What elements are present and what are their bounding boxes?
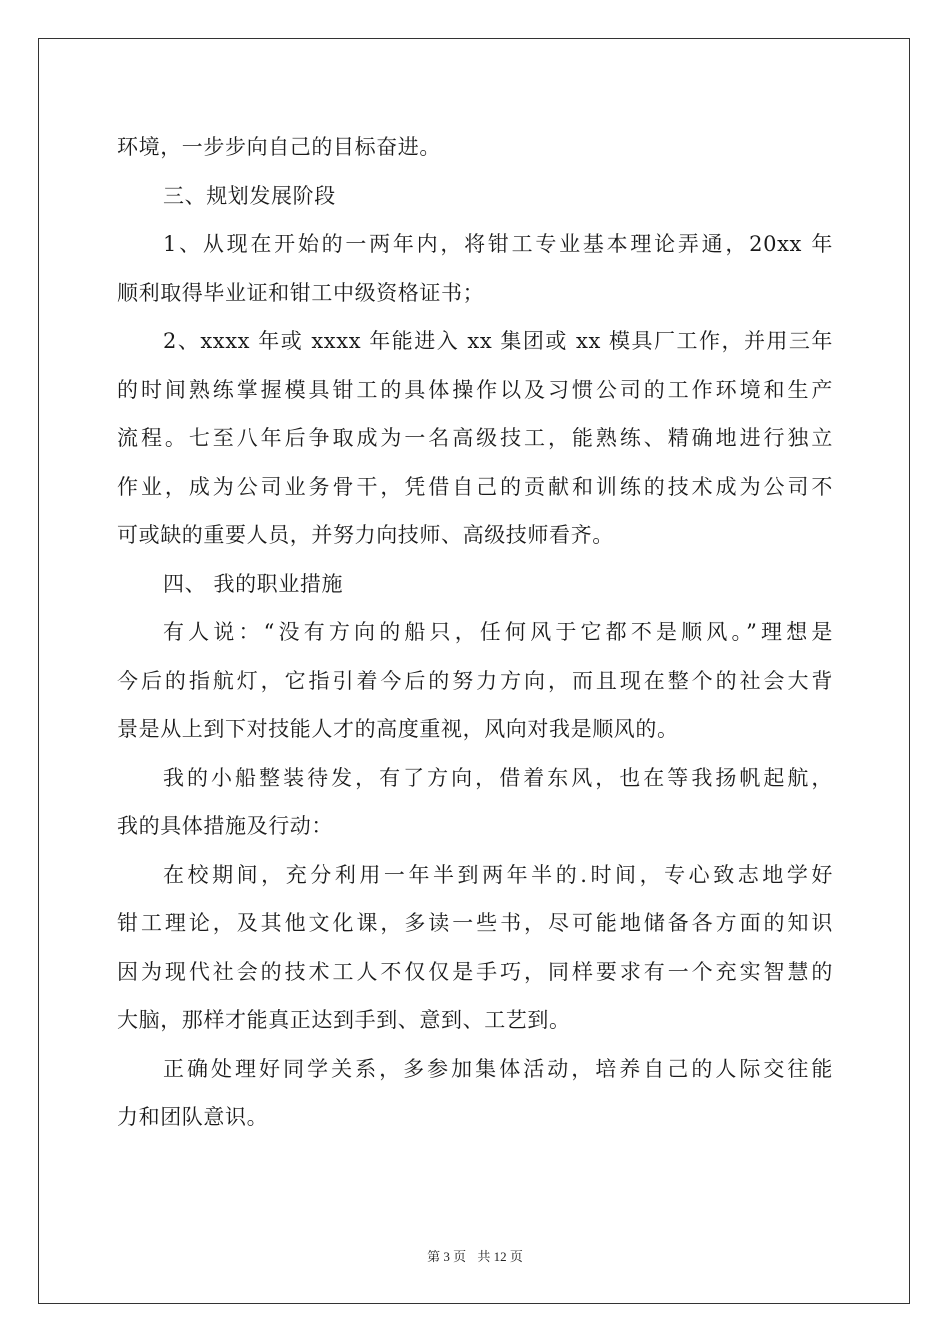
text-line: 有人说：“没有方向的船只，任何风于它都不是顺风。”理想是 [163, 620, 833, 644]
text-line: 顺利取得毕业证和钳工中级资格证书； [117, 280, 485, 305]
section-heading: 三、规划发展阶段 [163, 183, 336, 208]
text-line: 作业，成为公司业务骨干，凭借自己的贡献和训练的技术成为公司不 [117, 474, 833, 499]
text-line: 环境，一步步向自己的目标奋进。 [117, 135, 441, 159]
text-line: 今后的指航灯，它指引着今后的努力方向，而且现在整个的社会大背 [117, 668, 833, 693]
page-footer [0, 1246, 950, 1265]
page-count: 共 12 页 [477, 1249, 523, 1264]
text-line: 2、xxxx 年或 xxxx 年能进入 xx 集团或 xx 模具厂工作，并用三年 [163, 329, 833, 353]
text-line: 我的具体措施及行动： [117, 814, 333, 838]
text-line: 流程。七至八年后争取成为一名高级技工，能熟练、精确地进行独立 [117, 426, 833, 450]
page-number: 第 3 页 [427, 1249, 467, 1264]
text-line: 景是从上到下对技能人才的高度重视，风向对我是顺风的。 [117, 717, 679, 741]
text-line: 可或缺的重要人员，并努力向技师、高级技师看齐。 [117, 523, 614, 547]
text-line: 因为现代社会的技术工人不仅仅是手巧，同样要求有一个充实智慧的 [117, 959, 833, 984]
text-line: 大脑，那样才能真正达到手到、意到、工艺到。 [117, 1008, 571, 1032]
text-line: 在校期间，充分利用一年半到两年半的.时间，专心致志地学好 [163, 862, 833, 887]
text-line: 钳工理论，及其他文化课，多读一些书，尽可能地储备各方面的知识 [117, 911, 833, 935]
text-line: 力和团队意识。 [117, 1105, 269, 1129]
text-line: 我的小船整装待发，有了方向，借着东风，也在等我扬帆起航， [163, 765, 833, 790]
text-line: 的时间熟练掌握模具钳工的具体操作以及习惯公司的工作环境和生产 [117, 377, 833, 402]
text-line: 1、从现在开始的一两年内，将钳工专业基本理论弄通，20xx 年 [163, 232, 833, 256]
document-body [117, 123, 833, 1142]
text-line: 正确处理好同学关系，多参加集体活动，培养自己的人际交往能 [163, 1056, 833, 1081]
section-heading: 四、 我的职业措施 [163, 571, 344, 596]
